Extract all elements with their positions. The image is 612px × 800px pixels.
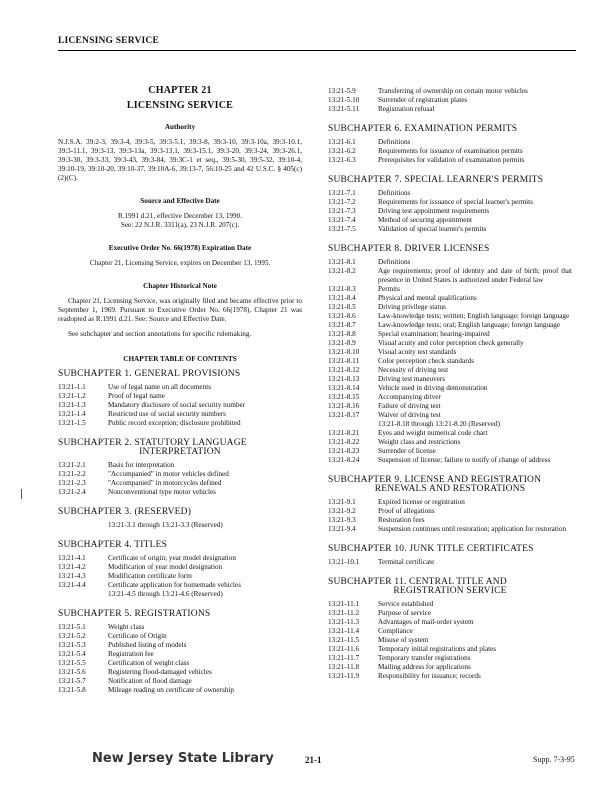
rule-title: Advantages of mail-order system	[378, 618, 474, 626]
rule-title: Accompanying driver	[378, 393, 441, 401]
continued-rules	[328, 87, 572, 114]
rule-title: Certification of weight class	[108, 659, 190, 667]
rule-entry	[328, 645, 572, 654]
rule-entry	[328, 438, 572, 447]
rule-number: 13:21-8.1	[328, 258, 356, 266]
rule-number: 13:21-8.21	[328, 429, 360, 437]
subchapter-heading: SUBCHAPTER 11. CENTRAL TITLE AND	[328, 577, 507, 587]
rule-number: 13:21-7.1	[328, 189, 356, 197]
rule-number: 13:21-2.3	[58, 479, 86, 487]
rule-title: Visual acuity and color perception check generally	[378, 339, 524, 347]
rule-entry	[58, 488, 302, 497]
rule-title: Waiver of driving test	[378, 411, 441, 419]
rule-number: 13:21-8.4	[328, 294, 356, 302]
rule-number: 13:21-6.1	[328, 138, 356, 146]
running-header: LICENSING SERVICE	[58, 36, 159, 46]
rule-number: 13:21-8.5	[328, 303, 356, 311]
rule-number: 13:21-2.4	[58, 488, 86, 496]
rule-number: 13:21-11.3	[328, 618, 360, 626]
rule-title: Purpose of service	[378, 609, 432, 617]
rule-title: Transferring of ownership on certain motor vehicles	[378, 87, 528, 95]
rule-number: 13:21-11.7	[328, 654, 360, 662]
rule-title: Use of legal name on all documents	[108, 383, 211, 391]
rule-number: 13:21-9.3	[328, 516, 356, 524]
rule-title: Weight class	[108, 623, 145, 631]
rule-title: Age requirements; proof of identity and date of birth; proof that presence in United States is authorized under Federal law	[378, 267, 572, 284]
rule-entry	[328, 618, 572, 627]
rule-entry	[328, 402, 572, 411]
subchapter-heading: SUBCHAPTER 7. SPECIAL LEARNER'S PERMITS	[328, 175, 544, 185]
rule-entry	[58, 563, 302, 572]
subchapter-heading: SUBCHAPTER 3. (RESERVED)	[58, 507, 192, 517]
rule-number: 13:21-8.2	[328, 267, 356, 275]
rule-entry	[328, 294, 572, 303]
rule-number: 13:21-6.3	[328, 156, 356, 164]
rule-entry	[58, 686, 302, 695]
rule-entry	[328, 456, 572, 465]
rule-number: 13:21-9.2	[328, 507, 356, 515]
text-cursor	[21, 489, 22, 499]
subchapter-rules	[328, 138, 572, 165]
rule-title: Modification certificate form	[108, 572, 192, 580]
rule-number	[58, 590, 108, 599]
rule-title: Visual acuity test standards	[378, 348, 457, 356]
rule-number: 13:21-9.4	[328, 525, 356, 533]
rule-title: 13:21-8.18 through 13:21-8.20 (Reserved)	[378, 420, 500, 428]
rule-number: 13:21-7.5	[328, 225, 356, 233]
rule-number: 13:21-1.2	[58, 392, 86, 400]
rule-title: 13:21-3.1 through 13:21-3.3 (Reserved)	[108, 521, 223, 529]
rule-entry	[328, 663, 572, 672]
toc-heading: CHAPTER TABLE OF CONTENTS	[123, 355, 237, 363]
rule-number: 13:21-5.9	[328, 87, 356, 95]
rule-entry	[328, 600, 572, 609]
subchapter-heading: SUBCHAPTER 5. REGISTRATIONS	[58, 609, 211, 619]
rule-entry	[58, 392, 302, 401]
rule-entry	[58, 521, 302, 530]
subchapter-rules	[328, 498, 572, 534]
rule-title: Law-knowledge tests; oral; English language; foreign language	[378, 321, 561, 329]
rule-title: Registration fee	[108, 650, 154, 658]
rule-title: Special examination; hearing-impaired	[378, 330, 490, 338]
subchapter-rules	[328, 558, 572, 567]
rule-number: 13:21-8.14	[328, 384, 360, 392]
rule-title: Driving test maneuvers	[378, 375, 446, 383]
rule-number: 13:21-5.7	[58, 677, 86, 685]
rule-title: Public record exception; disclosure prohibited	[108, 419, 241, 427]
chapter-number: CHAPTER 21	[148, 85, 212, 96]
rule-title: Modification of year model designation	[108, 563, 223, 571]
rule-number	[58, 521, 108, 530]
rule-title: Eyes and weight numerical code chart	[378, 429, 488, 437]
rule-entry	[328, 321, 572, 330]
rule-number: 13:21-1.3	[58, 401, 86, 409]
rule-entry	[328, 312, 572, 321]
rule-title: Basis for interpretation	[108, 461, 175, 469]
left-subchapter-list	[58, 370, 302, 695]
rule-entry	[328, 375, 572, 384]
rule-entry	[328, 672, 572, 681]
subchapter-heading: SUBCHAPTER 10. JUNK TITLE CERTIFICATES	[328, 544, 534, 554]
rule-number: 13:21-4.3	[58, 572, 86, 580]
rule-title: "Accompanied" in motorcycles defined	[108, 479, 222, 487]
subchapter-heading: SUBCHAPTER 2. STATUTORY LANGUAGE	[58, 438, 247, 448]
rule-title: Mailing address for applications	[378, 663, 471, 671]
rule-number: 13:21-10.1	[328, 558, 360, 566]
rule-number: 13:21-8.8	[328, 330, 356, 338]
rule-title: Physical and mental qualifications	[378, 294, 477, 302]
supplement-date: Supp. 7-3-95	[533, 755, 575, 764]
rule-number: 13:21-11.1	[328, 600, 360, 608]
rule-title: Restoration fees	[378, 516, 425, 524]
rule-number: 13:21-8.10	[328, 348, 360, 356]
rule-title: Mandatory disclosure of social security number	[108, 401, 246, 409]
chapter-title: LICENSING SERVICE	[126, 100, 234, 111]
rule-number: 13:21-8.15	[328, 393, 360, 401]
rule-title: Certificate of Origin	[108, 632, 167, 640]
rule-entry	[328, 420, 572, 429]
rule-number: 13:21-7.2	[328, 198, 356, 206]
right-column	[328, 87, 572, 681]
rule-title: Vehicle used in driving demonstration	[378, 384, 488, 392]
rule-title: Suspension continues until restoration; application for restoration	[378, 525, 567, 533]
rule-number: 13:21-4.2	[58, 563, 86, 571]
rule-title: Surrender of registration plates	[378, 96, 468, 104]
rule-entry	[328, 258, 572, 267]
rule-title: "Accompanied" in motor vehicles defined	[108, 470, 229, 478]
rule-number	[328, 420, 378, 429]
rule-title: Misuse of system	[378, 636, 429, 644]
subchapter-heading: SUBCHAPTER 9. LICENSE AND REGISTRATION	[328, 475, 542, 485]
rule-title: Compliance	[378, 627, 413, 635]
source-line-1: R.1991 d.21, effective December 13, 1990.	[117, 212, 243, 220]
rule-entry	[58, 470, 302, 479]
rule-title: Suspension of license; failure to notify of change of address	[378, 456, 551, 464]
rule-entry	[328, 393, 572, 402]
rule-number: 13:21-5.3	[58, 641, 86, 649]
rule-title: Weight class and restrictions	[378, 438, 461, 446]
history-heading: Chapter Historical Note	[143, 282, 217, 290]
rule-title: Certificate application for homemade vehicles	[108, 581, 241, 589]
rule-title: Terminal certificate	[378, 558, 435, 566]
rule-title: Permits	[378, 285, 400, 293]
rule-number: 13:21-8.24	[328, 456, 360, 464]
left-column	[58, 86, 302, 695]
rule-number: 13:21-8.11	[328, 357, 360, 365]
rule-number: 13:21-7.4	[328, 216, 356, 224]
see-text: See subchapter and section annotations for specific rulemaking.	[68, 330, 252, 338]
rule-title: Color perception check standards	[378, 357, 474, 365]
rule-number: 13:21-2.1	[58, 461, 86, 469]
rule-entry	[58, 650, 302, 659]
rule-entry	[58, 479, 302, 488]
rule-entry	[328, 225, 572, 234]
rule-title: Mileage reading on certificate of ownership	[108, 686, 234, 694]
rule-title: Failure of driving test	[378, 402, 441, 410]
rule-number: 13:21-1.5	[58, 419, 86, 427]
subchapter-rules	[58, 461, 302, 497]
rule-title: Temporary initial registrations and plates	[378, 645, 497, 653]
rule-title: Service established	[378, 600, 434, 608]
library-stamp: New Jersey State Library	[92, 751, 274, 766]
rule-number: 13:21-4.1	[58, 554, 86, 562]
rule-title: Temporary transfer registrations	[378, 654, 471, 662]
rule-entry	[58, 383, 302, 392]
rule-title: Published listing of models	[108, 641, 187, 649]
rule-number: 13:21-8.7	[328, 321, 356, 329]
rule-number: 13:21-5.11	[328, 105, 360, 113]
subchapter-heading: SUBCHAPTER 8. DRIVER LICENSES	[328, 244, 490, 254]
rule-number: 13:21-8.17	[328, 411, 360, 419]
rule-entry	[58, 632, 302, 641]
rule-title: Requirements for issuance of special learner's permits	[378, 198, 533, 206]
subchapter-rules	[328, 600, 572, 681]
header-rule	[58, 50, 576, 51]
rule-number: 13:21-8.16	[328, 402, 360, 410]
rule-entry	[58, 659, 302, 668]
rule-title: Registration refusal	[378, 105, 435, 113]
rule-title: Notification of flood damage	[108, 677, 192, 685]
rule-title: Driving privilege status	[378, 303, 446, 311]
rule-entry	[328, 357, 572, 366]
rule-entry	[58, 410, 302, 419]
rule-number: 13:21-5.4	[58, 650, 86, 658]
rule-entry	[328, 507, 572, 516]
subchapter-heading: SUBCHAPTER 1. GENERAL PROVISIONS	[58, 369, 241, 379]
rule-title: Proof of legal name	[108, 392, 165, 400]
rule-entry	[328, 138, 572, 147]
subchapter-rules	[58, 554, 302, 599]
rule-title: Expired license or registration	[378, 498, 465, 506]
rule-number: 13:21-5.6	[58, 668, 86, 676]
rule-number: 13:21-9.1	[328, 498, 356, 506]
rule-number: 13:21-5.1	[58, 623, 86, 631]
rule-number: 13:21-8.12	[328, 366, 360, 374]
rule-title: Registering flood-damaged vehicles	[108, 668, 212, 676]
rule-entry	[328, 525, 572, 534]
rule-entry	[328, 498, 572, 507]
subchapter-rules	[58, 521, 302, 530]
subchapter-rules	[58, 623, 302, 695]
rule-title: Prerequisites for validation of examination permits	[378, 156, 525, 164]
rule-number: 13:21-8.6	[328, 312, 356, 320]
rule-entry	[328, 87, 572, 96]
rule-entry	[58, 677, 302, 686]
rule-number: 13:21-8.22	[328, 438, 360, 446]
rule-number: 13:21-5.2	[58, 632, 86, 640]
rule-entry	[328, 216, 572, 225]
subchapter-heading-cont: REGISTRATION SERVICE	[393, 586, 507, 596]
rule-entry	[328, 516, 572, 525]
rule-entry	[58, 461, 302, 470]
rule-entry	[328, 339, 572, 348]
rule-title: Certificate of origin; year model designation	[108, 554, 236, 562]
rule-entry	[328, 447, 572, 456]
page-number: 21-1	[305, 755, 322, 765]
subchapter-heading-cont: INTERPRETATION	[139, 447, 221, 457]
rule-title: Definitions	[378, 258, 411, 266]
rule-entry	[328, 207, 572, 216]
rule-entry	[328, 147, 572, 156]
rule-entry	[328, 189, 572, 198]
rule-number: 13:21-6.2	[328, 147, 356, 155]
history-text: Chapter 21, Licensing Service, was originally filed and became effective prior to September 1, 1969. Pursuant to Executive Order No. 66(1978), Chapter 21 was readopted as R.1991 d.21. See: Source and Effective Date.	[58, 297, 302, 323]
rule-entry	[58, 419, 302, 428]
rule-entry	[328, 96, 572, 105]
rule-number: 13:21-11.9	[328, 672, 360, 680]
rule-title: Definitions	[378, 138, 411, 146]
rule-entry	[328, 558, 572, 567]
rule-title: Definitions	[378, 189, 411, 197]
rule-number: 13:21-11.2	[328, 609, 360, 617]
rule-title: Responsibility for issuance; records	[378, 672, 481, 680]
authority-heading: Authority	[164, 123, 196, 131]
rule-title: 13:21-4.5 through 13:21-4.6 (Reserved)	[108, 590, 223, 598]
rule-entry	[328, 654, 572, 663]
eo-heading: Executive Order No. 66(1978) Expiration Date	[108, 244, 252, 252]
subchapter-heading-cont: RENEWALS AND RESTORATIONS	[374, 484, 526, 494]
rule-entry	[328, 384, 572, 393]
rule-title: Driving test appointment requirements	[378, 207, 490, 215]
rule-number: 13:21-7.3	[328, 207, 356, 215]
rule-entry	[328, 348, 572, 357]
rule-entry	[58, 641, 302, 650]
subchapter-heading: SUBCHAPTER 6. EXAMINATION PERMITS	[328, 124, 518, 134]
rule-number: 13:21-11.6	[328, 645, 360, 653]
rule-title: Necessity of driving test	[378, 366, 449, 374]
rule-number: 13:21-1.1	[58, 383, 86, 391]
source-line-2: See: 22 N.J.R. 3311(a), 23 N.J.R. 207(c).	[120, 221, 240, 229]
rule-entry	[58, 668, 302, 677]
rule-number: 13:21-8.13	[328, 375, 360, 383]
subchapter-rules	[58, 383, 302, 428]
rule-entry	[328, 303, 572, 312]
rule-number: 13:21-5.8	[58, 686, 86, 694]
rule-number: 13:21-1.4	[58, 410, 86, 418]
rule-entry	[328, 627, 572, 636]
rule-number: 13:21-5.5	[58, 659, 86, 667]
subchapter-heading: SUBCHAPTER 4. TITLES	[58, 540, 168, 550]
rule-title: Method of securing appointment	[378, 216, 473, 224]
rule-entry	[58, 590, 302, 599]
rule-number: 13:21-5.10	[328, 96, 360, 104]
rule-entry	[58, 554, 302, 563]
rule-title: Validation of special learner's permits	[378, 225, 487, 233]
rule-title: Nonconventional type motor vehicles	[108, 488, 216, 496]
rule-title: Requirements for issuance of examination permits	[378, 147, 523, 155]
rule-entry	[328, 105, 572, 114]
eo-text: Chapter 21, Licensing Service, expires on December 13, 1995.	[89, 259, 271, 267]
rule-entry	[328, 330, 572, 339]
rule-entry	[328, 366, 572, 375]
subchapter-rules	[328, 189, 572, 234]
right-subchapter-list	[328, 125, 572, 681]
rule-entry	[58, 572, 302, 581]
rule-entry	[328, 285, 572, 294]
rule-title: Restricted use of social security numbers	[108, 410, 226, 418]
rule-entry	[328, 411, 572, 420]
rule-entry	[328, 636, 572, 645]
rule-entry	[328, 429, 572, 438]
rule-entry	[58, 581, 302, 590]
rule-entry	[328, 267, 572, 285]
rule-number: 13:21-11.8	[328, 663, 360, 671]
rule-number: 13:21-2.2	[58, 470, 86, 478]
rule-title: Surrender of license	[378, 447, 436, 455]
authority-text: N.J.S.A. 39:2-3, 39:3-4, 39:3-5, 39:3-5.1, 39:3-8, 39:3-10, 39:3-10a, 39:3-10.1, 39:3-11.1, 39:3-13, 39:3-13a, 39:3-13.1, 39:3-15.1, 39:3-20, 39:3-24, 39:3-26.1, 39:3-30, 39:3-33, 39:3-43, 39:3-84, 39:3C-1 et seq., 39:5-30, 39:5-32, 39:10-4, 39:10-19, 39:10-20, 39:10-37, 39:10A-6, 39:13-7, 56:10-25 and 42 U.S.C. § 405(c)(2)(C).	[58, 138, 302, 182]
subchapter-rules	[328, 258, 572, 465]
rule-entry	[328, 156, 572, 165]
rule-entry	[58, 401, 302, 410]
rule-number: 13:21-8.3	[328, 285, 356, 293]
rule-entry	[328, 198, 572, 207]
rule-number: 13:21-4.4	[58, 581, 86, 589]
rule-number: 13:21-8.23	[328, 447, 360, 455]
rule-number: 13:21-11.4	[328, 627, 360, 635]
rule-entry	[328, 609, 572, 618]
rule-entry	[58, 623, 302, 632]
rule-number: 13:21-11.5	[328, 636, 360, 644]
rule-title: Proof of allegations	[378, 507, 435, 515]
rule-number: 13:21-8.9	[328, 339, 356, 347]
rule-title: Law-knowledge tests; written; English language; foreign language	[378, 312, 570, 320]
source-heading: Source and Effective Date	[140, 197, 220, 205]
